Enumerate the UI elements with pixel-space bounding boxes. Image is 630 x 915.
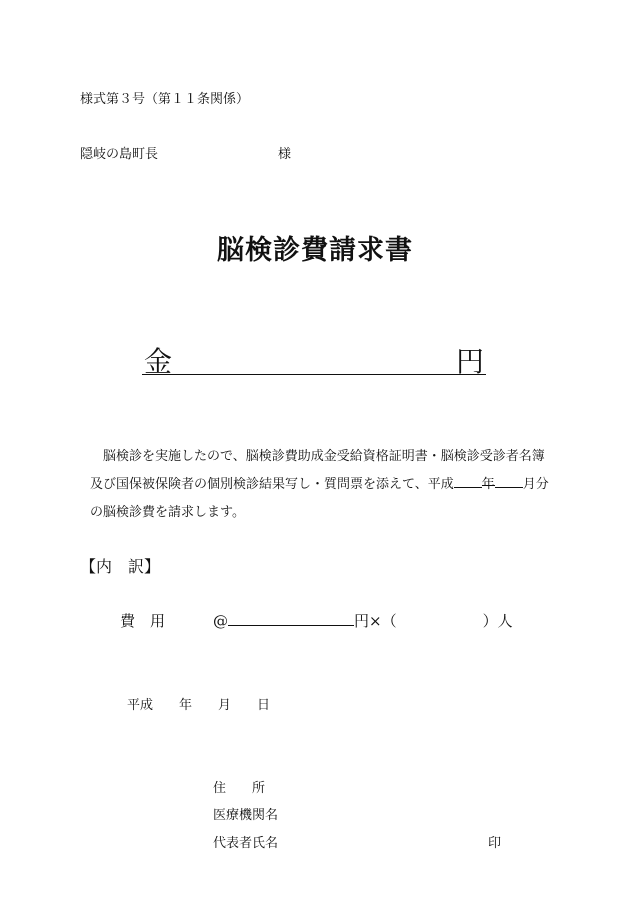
amount-field[interactable] — [142, 340, 486, 378]
person-label: ）人 — [482, 612, 513, 630]
representative-label: 代表者氏名 — [213, 836, 279, 851]
yen-times-label: 円×（ — [354, 612, 397, 630]
form-number: 様式第３号（第１１条関係） — [80, 92, 250, 107]
unit-price-blank[interactable] — [228, 610, 354, 626]
statement-line-3-text: の脳検診費を請求します。 — [90, 505, 245, 520]
date-year: 年 — [179, 698, 193, 713]
statement-line-3 — [90, 499, 560, 527]
month-blank[interactable] — [495, 473, 523, 488]
month-label: 月分 — [522, 477, 549, 492]
request-statement — [90, 443, 560, 527]
addressee-name: 隠岐の島町長 — [80, 147, 159, 162]
year-label: 年 — [482, 471, 495, 486]
date-line — [127, 694, 270, 713]
statement-line-1-text: 脳検診を実施したので、脳検診費助成金受給資格証明書・脳検診受診者名簿 — [103, 449, 545, 464]
year-blank[interactable] — [454, 473, 482, 488]
amount-prefix: 金 — [144, 345, 173, 378]
unit-at-sign: @ — [213, 612, 228, 630]
seal-mark: 印 — [488, 836, 502, 851]
date-month: 月 — [218, 698, 232, 713]
statement-line-1 — [90, 443, 560, 471]
document-title: 脳検診費請求書 — [217, 235, 413, 266]
addressee-honorific: 様 — [278, 147, 292, 162]
statement-line-2 — [90, 471, 560, 499]
address-label: 住 所 — [213, 781, 266, 796]
cost-label: 費 用 — [120, 612, 166, 630]
statement-line-2-text: 及び国保被保険者の個別検診結果写し・質問票を添えて、平成 — [90, 477, 454, 492]
cost-expression — [213, 610, 513, 631]
date-era: 平成 — [127, 698, 154, 713]
amount-suffix: 円 — [455, 345, 484, 378]
breakdown-heading: 【内 訳】 — [80, 557, 161, 576]
institution-label: 医療機関名 — [213, 808, 279, 823]
date-day: 日 — [257, 698, 271, 713]
